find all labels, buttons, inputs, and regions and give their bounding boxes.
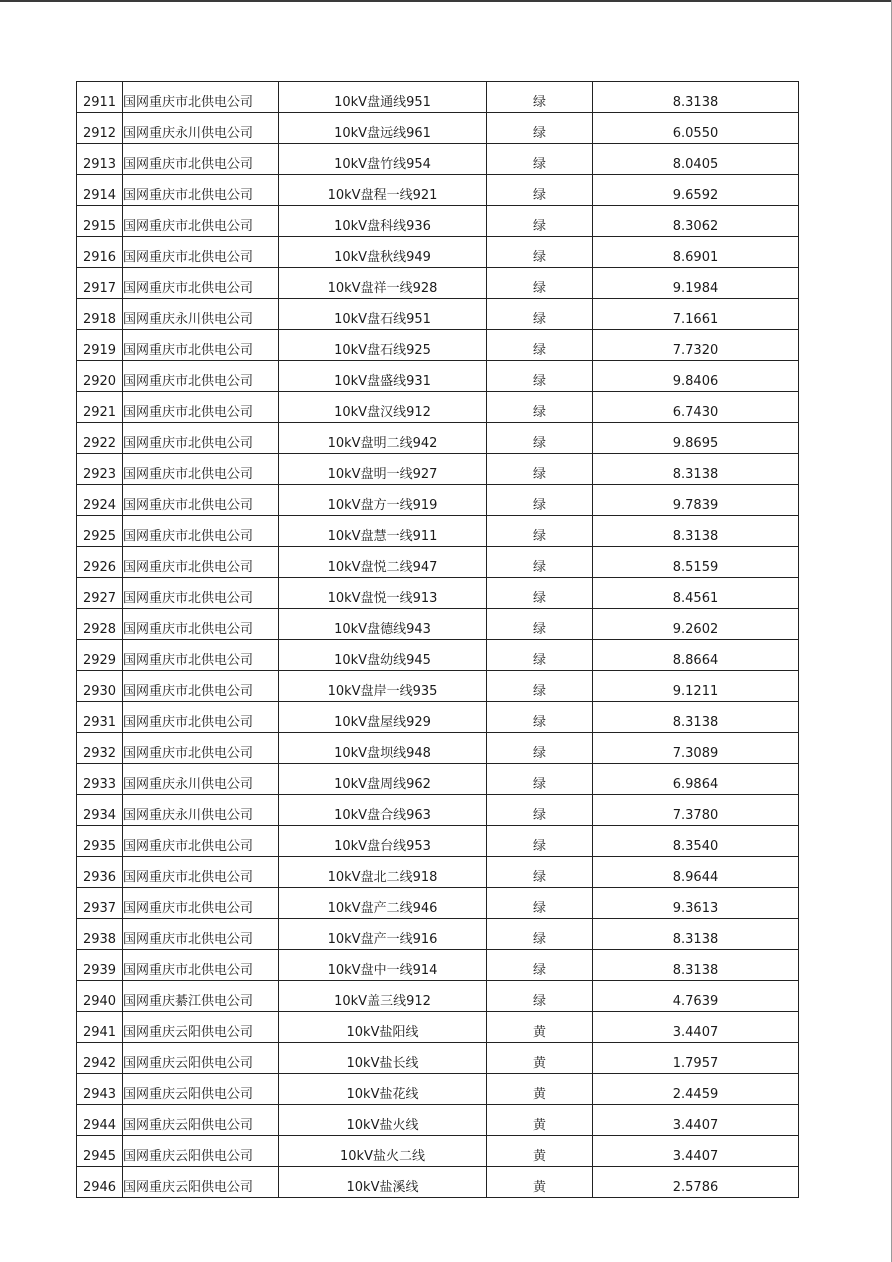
company-cell: 国网重庆市北供电公司 (123, 609, 279, 640)
line-name-cell: 10kV盘台线953 (279, 826, 487, 857)
value-cell: 3.4407 (593, 1012, 799, 1043)
level-cell: 绿 (487, 516, 593, 547)
row-number-cell: 2917 (77, 268, 123, 299)
line-name-cell: 10kV盘周线962 (279, 764, 487, 795)
value-cell: 8.3138 (593, 454, 799, 485)
company-cell: 国网重庆市北供电公司 (123, 485, 279, 516)
company-cell: 国网重庆市北供电公司 (123, 671, 279, 702)
value-cell: 8.3138 (593, 919, 799, 950)
value-cell: 8.3138 (593, 516, 799, 547)
table-row (77, 547, 799, 578)
value-cell: 9.8406 (593, 361, 799, 392)
capacity-table (76, 81, 799, 1198)
value-cell: 8.4561 (593, 578, 799, 609)
company-cell: 国网重庆市北供电公司 (123, 950, 279, 981)
row-number-cell: 2928 (77, 609, 123, 640)
level-cell: 绿 (487, 299, 593, 330)
table-row (77, 1167, 799, 1198)
table-row (77, 268, 799, 299)
company-cell: 国网重庆市北供电公司 (123, 547, 279, 578)
line-name-cell: 10kV盘悦一线913 (279, 578, 487, 609)
row-number-cell: 2918 (77, 299, 123, 330)
company-cell: 国网重庆市北供电公司 (123, 702, 279, 733)
line-name-cell: 10kV盘合线963 (279, 795, 487, 826)
table-row (77, 671, 799, 702)
line-name-cell: 10kV盘坝线948 (279, 733, 487, 764)
company-cell: 国网重庆市北供电公司 (123, 888, 279, 919)
line-name-cell: 10kV盘岸一线935 (279, 671, 487, 702)
table-row (77, 113, 799, 144)
company-cell: 国网重庆市北供电公司 (123, 423, 279, 454)
table-row (77, 516, 799, 547)
line-name-cell: 10kV盘产一线916 (279, 919, 487, 950)
level-cell: 黄 (487, 1043, 593, 1074)
table-row (77, 392, 799, 423)
row-number-cell: 2942 (77, 1043, 123, 1074)
table-row (77, 1012, 799, 1043)
table-row (77, 733, 799, 764)
row-number-cell: 2929 (77, 640, 123, 671)
table-row (77, 578, 799, 609)
row-number-cell: 2930 (77, 671, 123, 702)
line-name-cell: 10kV盘产二线946 (279, 888, 487, 919)
level-cell: 绿 (487, 206, 593, 237)
row-number-cell: 2921 (77, 392, 123, 423)
line-name-cell: 10kV盐火二线 (279, 1136, 487, 1167)
value-cell: 7.3089 (593, 733, 799, 764)
level-cell: 黄 (487, 1167, 593, 1198)
row-number-cell: 2941 (77, 1012, 123, 1043)
value-cell: 8.3062 (593, 206, 799, 237)
line-name-cell: 10kV盘祥一线928 (279, 268, 487, 299)
line-name-cell: 10kV盘悦二线947 (279, 547, 487, 578)
company-cell: 国网重庆市北供电公司 (123, 82, 279, 113)
value-cell: 6.9864 (593, 764, 799, 795)
level-cell: 绿 (487, 113, 593, 144)
level-cell: 绿 (487, 82, 593, 113)
line-name-cell: 10kV盐火线 (279, 1105, 487, 1136)
level-cell: 绿 (487, 857, 593, 888)
table-row (77, 299, 799, 330)
row-number-cell: 2945 (77, 1136, 123, 1167)
value-cell: 8.5159 (593, 547, 799, 578)
row-number-cell: 2911 (77, 82, 123, 113)
level-cell: 绿 (487, 919, 593, 950)
row-number-cell: 2922 (77, 423, 123, 454)
value-cell: 8.3138 (593, 702, 799, 733)
line-name-cell: 10kV盐花线 (279, 1074, 487, 1105)
line-name-cell: 10kV盖三线912 (279, 981, 487, 1012)
level-cell: 绿 (487, 950, 593, 981)
line-name-cell: 10kV盘远线961 (279, 113, 487, 144)
table-row (77, 950, 799, 981)
level-cell: 绿 (487, 330, 593, 361)
company-cell: 国网重庆市北供电公司 (123, 144, 279, 175)
line-name-cell: 10kV盘幼线945 (279, 640, 487, 671)
level-cell: 绿 (487, 578, 593, 609)
line-name-cell: 10kV盐阳线 (279, 1012, 487, 1043)
row-number-cell: 2933 (77, 764, 123, 795)
level-cell: 绿 (487, 361, 593, 392)
level-cell: 绿 (487, 764, 593, 795)
table-row (77, 795, 799, 826)
table-row (77, 361, 799, 392)
company-cell: 国网重庆市北供电公司 (123, 175, 279, 206)
row-number-cell: 2913 (77, 144, 123, 175)
level-cell: 绿 (487, 392, 593, 423)
company-cell: 国网重庆綦江供电公司 (123, 981, 279, 1012)
company-cell: 国网重庆云阳供电公司 (123, 1167, 279, 1198)
row-number-cell: 2915 (77, 206, 123, 237)
row-number-cell: 2914 (77, 175, 123, 206)
line-name-cell: 10kV盘方一线919 (279, 485, 487, 516)
level-cell: 绿 (487, 423, 593, 454)
table-row (77, 330, 799, 361)
line-name-cell: 10kV盐溪线 (279, 1167, 487, 1198)
row-number-cell: 2935 (77, 826, 123, 857)
level-cell: 绿 (487, 888, 593, 919)
line-name-cell: 10kV盘明一线927 (279, 454, 487, 485)
value-cell: 9.7839 (593, 485, 799, 516)
company-cell: 国网重庆市北供电公司 (123, 206, 279, 237)
level-cell: 绿 (487, 671, 593, 702)
value-cell: 9.1211 (593, 671, 799, 702)
company-cell: 国网重庆市北供电公司 (123, 237, 279, 268)
level-cell: 绿 (487, 485, 593, 516)
table-row (77, 981, 799, 1012)
table-row (77, 144, 799, 175)
company-cell: 国网重庆永川供电公司 (123, 299, 279, 330)
value-cell: 7.1661 (593, 299, 799, 330)
line-name-cell: 10kV盘中一线914 (279, 950, 487, 981)
value-cell: 6.0550 (593, 113, 799, 144)
table-row (77, 237, 799, 268)
line-name-cell: 10kV盘石线951 (279, 299, 487, 330)
row-number-cell: 2925 (77, 516, 123, 547)
row-number-cell: 2926 (77, 547, 123, 578)
level-cell: 绿 (487, 640, 593, 671)
table-row (77, 423, 799, 454)
value-cell: 2.4459 (593, 1074, 799, 1105)
company-cell: 国网重庆云阳供电公司 (123, 1074, 279, 1105)
level-cell: 黄 (487, 1136, 593, 1167)
value-cell: 7.7320 (593, 330, 799, 361)
company-cell: 国网重庆市北供电公司 (123, 578, 279, 609)
line-name-cell: 10kV盘屋线929 (279, 702, 487, 733)
line-name-cell: 10kV盘北二线918 (279, 857, 487, 888)
row-number-cell: 2927 (77, 578, 123, 609)
level-cell: 绿 (487, 237, 593, 268)
level-cell: 绿 (487, 733, 593, 764)
level-cell: 绿 (487, 144, 593, 175)
row-number-cell: 2934 (77, 795, 123, 826)
row-number-cell: 2924 (77, 485, 123, 516)
value-cell: 8.9644 (593, 857, 799, 888)
company-cell: 国网重庆市北供电公司 (123, 361, 279, 392)
line-name-cell: 10kV盘竹线954 (279, 144, 487, 175)
value-cell: 9.8695 (593, 423, 799, 454)
value-cell: 4.7639 (593, 981, 799, 1012)
line-name-cell: 10kV盘汉线912 (279, 392, 487, 423)
row-number-cell: 2944 (77, 1105, 123, 1136)
company-cell: 国网重庆云阳供电公司 (123, 1105, 279, 1136)
row-number-cell: 2931 (77, 702, 123, 733)
table-row (77, 888, 799, 919)
value-cell: 9.6592 (593, 175, 799, 206)
value-cell: 8.6901 (593, 237, 799, 268)
line-name-cell: 10kV盘通线951 (279, 82, 487, 113)
level-cell: 绿 (487, 826, 593, 857)
row-number-cell: 2920 (77, 361, 123, 392)
value-cell: 9.2602 (593, 609, 799, 640)
value-cell: 8.0405 (593, 144, 799, 175)
row-number-cell: 2923 (77, 454, 123, 485)
row-number-cell: 2943 (77, 1074, 123, 1105)
table-row (77, 454, 799, 485)
company-cell: 国网重庆永川供电公司 (123, 764, 279, 795)
value-cell: 8.3138 (593, 950, 799, 981)
table-row (77, 640, 799, 671)
level-cell: 黄 (487, 1074, 593, 1105)
line-name-cell: 10kV盘程一线921 (279, 175, 487, 206)
row-number-cell: 2936 (77, 857, 123, 888)
company-cell: 国网重庆市北供电公司 (123, 454, 279, 485)
table-row (77, 702, 799, 733)
value-cell: 3.4407 (593, 1136, 799, 1167)
table-row (77, 857, 799, 888)
company-cell: 国网重庆市北供电公司 (123, 640, 279, 671)
company-cell: 国网重庆市北供电公司 (123, 516, 279, 547)
table-row (77, 1043, 799, 1074)
level-cell: 绿 (487, 454, 593, 485)
table-row (77, 919, 799, 950)
value-cell: 3.4407 (593, 1105, 799, 1136)
row-number-cell: 2937 (77, 888, 123, 919)
company-cell: 国网重庆市北供电公司 (123, 919, 279, 950)
row-number-cell: 2938 (77, 919, 123, 950)
value-cell: 8.8664 (593, 640, 799, 671)
value-cell: 6.7430 (593, 392, 799, 423)
row-number-cell: 2939 (77, 950, 123, 981)
company-cell: 国网重庆市北供电公司 (123, 857, 279, 888)
row-number-cell: 2916 (77, 237, 123, 268)
line-name-cell: 10kV盘慧一线911 (279, 516, 487, 547)
level-cell: 绿 (487, 702, 593, 733)
line-name-cell: 10kV盘明二线942 (279, 423, 487, 454)
row-number-cell: 2940 (77, 981, 123, 1012)
value-cell: 9.1984 (593, 268, 799, 299)
value-cell: 7.3780 (593, 795, 799, 826)
level-cell: 绿 (487, 795, 593, 826)
value-cell: 1.7957 (593, 1043, 799, 1074)
row-number-cell: 2946 (77, 1167, 123, 1198)
table-row (77, 206, 799, 237)
row-number-cell: 2932 (77, 733, 123, 764)
table-row (77, 82, 799, 113)
company-cell: 国网重庆永川供电公司 (123, 113, 279, 144)
company-cell: 国网重庆市北供电公司 (123, 268, 279, 299)
line-name-cell: 10kV盘德线943 (279, 609, 487, 640)
table-row (77, 1105, 799, 1136)
company-cell: 国网重庆市北供电公司 (123, 826, 279, 857)
table-row (77, 826, 799, 857)
level-cell: 黄 (487, 1012, 593, 1043)
level-cell: 绿 (487, 175, 593, 206)
table-row (77, 1074, 799, 1105)
level-cell: 绿 (487, 609, 593, 640)
table-row (77, 609, 799, 640)
table-row (77, 1136, 799, 1167)
company-cell: 国网重庆永川供电公司 (123, 795, 279, 826)
row-number-cell: 2912 (77, 113, 123, 144)
company-cell: 国网重庆市北供电公司 (123, 330, 279, 361)
line-name-cell: 10kV盘秋线949 (279, 237, 487, 268)
company-cell: 国网重庆云阳供电公司 (123, 1043, 279, 1074)
level-cell: 绿 (487, 547, 593, 578)
page-top-border (0, 0, 892, 2)
line-name-cell: 10kV盘科线936 (279, 206, 487, 237)
table-row (77, 485, 799, 516)
value-cell: 2.5786 (593, 1167, 799, 1198)
value-cell: 8.3138 (593, 82, 799, 113)
line-name-cell: 10kV盐长线 (279, 1043, 487, 1074)
line-name-cell: 10kV盘盛线931 (279, 361, 487, 392)
value-cell: 8.3540 (593, 826, 799, 857)
table-row (77, 764, 799, 795)
company-cell: 国网重庆云阳供电公司 (123, 1012, 279, 1043)
company-cell: 国网重庆云阳供电公司 (123, 1136, 279, 1167)
row-number-cell: 2919 (77, 330, 123, 361)
table-row (77, 175, 799, 206)
company-cell: 国网重庆市北供电公司 (123, 733, 279, 764)
table-body (77, 82, 799, 1198)
level-cell: 绿 (487, 981, 593, 1012)
level-cell: 黄 (487, 1105, 593, 1136)
value-cell: 9.3613 (593, 888, 799, 919)
company-cell: 国网重庆市北供电公司 (123, 392, 279, 423)
level-cell: 绿 (487, 268, 593, 299)
line-name-cell: 10kV盘石线925 (279, 330, 487, 361)
